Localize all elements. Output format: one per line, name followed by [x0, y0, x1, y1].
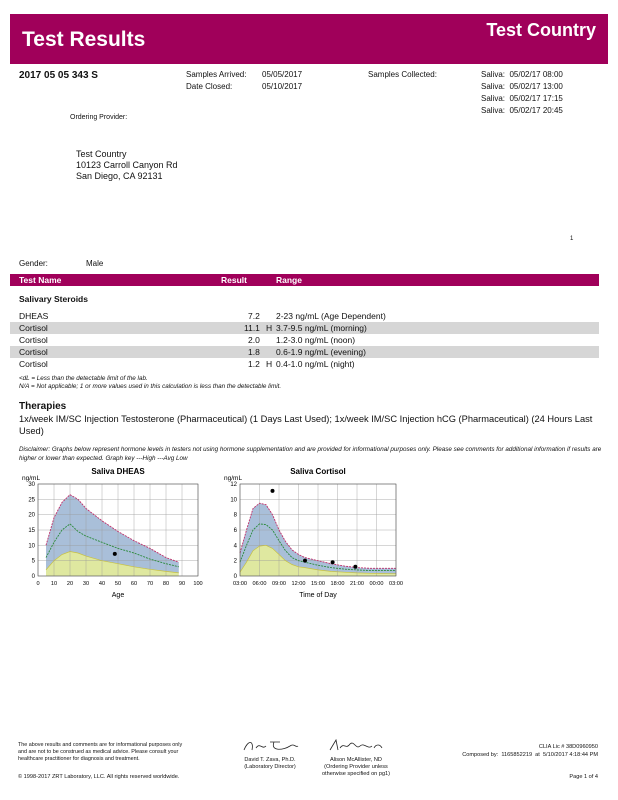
y-tick-label: 25 — [28, 497, 35, 504]
chart-title: Saliva Cortisol — [290, 467, 346, 476]
table-row — [10, 358, 599, 370]
footer-copyright: © 1998-2017 ZRT Laboratory, LLC. All rights reserved worldwide. — [18, 774, 180, 780]
data-point — [331, 560, 335, 564]
table-row — [10, 346, 599, 358]
table-row — [10, 334, 599, 346]
collected-line: Saliva: 05/02/17 08:00 — [481, 70, 563, 79]
test-name: DHEAS — [19, 311, 49, 321]
table-section-title: Salivary Steroids — [19, 294, 88, 304]
provider-signature — [326, 738, 386, 754]
test-result: 2.0 — [248, 335, 260, 345]
test-range: 1.2-3.0 ng/mL (noon) — [276, 335, 356, 345]
x-tick-label: 12:00 — [291, 581, 306, 587]
data-point — [271, 489, 275, 493]
y-tick-label: 15 — [28, 528, 35, 534]
chart-saliva-dheas — [20, 466, 210, 606]
director-role: (Laboratory Director) — [244, 764, 296, 770]
x-tick-label: 70 — [146, 581, 154, 587]
chart-saliva-cortisol — [222, 466, 404, 606]
y-tick-label: 6 — [233, 528, 237, 534]
clia-license: CLIA Lic # 38D0960950 — [538, 744, 598, 750]
y-tick-label: 0 — [31, 574, 35, 580]
x-tick-label: 18:00 — [330, 581, 345, 587]
test-name: Cortisol — [19, 359, 48, 369]
y-tick-label: 30 — [28, 482, 35, 488]
x-tick-label: 30 — [82, 581, 90, 587]
provider-sig-role: (Ordering Provider unless — [324, 764, 388, 770]
x-tick-label: 00:00 — [369, 581, 384, 587]
x-tick-label: 03:00 — [389, 581, 403, 587]
gender-value: Male — [86, 259, 104, 268]
table-note: <dL = Less than the detectable limit of the lab. — [19, 375, 148, 382]
y-tick-label: 20 — [28, 512, 35, 519]
therapies-text: 1x/week IM/SC Injection Testosterone (Pharmaceutical) (1 Days Last Used); 1x/week IM/SC Injection hCG (Pharmaceutical) (24 Hours Last Used) — [19, 414, 593, 436]
provider-sig-name: Alison McAllister, ND — [330, 757, 382, 763]
provider-address-line: 10123 Carroll Canyon Rd — [76, 160, 178, 170]
collected-line: Saliva: 05/02/17 20:45 — [481, 106, 563, 115]
x-tick-label: 10 — [50, 581, 58, 587]
test-result: 1.8 — [248, 347, 260, 357]
x-tick-label: 50 — [114, 581, 122, 587]
chart-x-label: Age — [111, 592, 125, 599]
provider-address-line: San Diego, CA 92131 — [76, 171, 163, 181]
samples-arrived-label: Samples Arrived: — [186, 70, 247, 79]
report-title: Test Results — [22, 28, 146, 51]
y-tick-label: 5 — [31, 558, 35, 565]
chart-title: Saliva DHEAS — [91, 467, 145, 476]
x-tick-label: 03:00 — [233, 581, 247, 587]
x-tick-label: 100 — [193, 581, 203, 587]
footer-legal — [18, 742, 182, 763]
test-flag: H — [266, 359, 273, 369]
test-result: 11.1 — [244, 323, 260, 333]
col-range: Range — [276, 275, 302, 285]
collected-line: Saliva: 05/02/17 13:00 — [481, 82, 563, 91]
test-range: 2-23 ng/mL (Age Dependent) — [276, 311, 386, 321]
director-block — [238, 757, 302, 771]
chart-y-label: ng/mL — [22, 475, 41, 482]
report-id: 2017 05 05 343 S — [19, 70, 98, 81]
data-point — [113, 552, 117, 556]
x-tick-label: 80 — [162, 581, 170, 587]
page-number: Page 1 of 4 — [569, 774, 598, 780]
x-tick-label: 06:00 — [252, 581, 267, 587]
y-tick-label: 0 — [233, 574, 237, 580]
footer-legal-line: and are not to be construed as medical advice. Please consult your — [18, 749, 179, 755]
y-tick-label: 2 — [233, 558, 237, 565]
test-range: 0.4-1.0 ng/mL (night) — [276, 359, 355, 369]
test-result: 1.2 — [248, 359, 260, 369]
test-name: Cortisol — [19, 347, 48, 357]
date-closed-label: Date Closed: — [186, 82, 233, 91]
test-flag: H — [266, 323, 273, 333]
director-signature — [240, 738, 300, 754]
header-country: Test Country — [486, 20, 596, 40]
composed-by: Composed by: 1165852219 at 5/10/2017 4:18:44 PM — [462, 752, 598, 758]
chart-x-label: Time of Day — [299, 592, 337, 599]
x-tick-label: 09:00 — [272, 581, 286, 587]
test-range: 0.6-1.9 ng/mL (evening) — [276, 347, 366, 357]
samples-collected-label: Samples Collected: — [368, 70, 437, 79]
chart-y-label: ng/mL — [224, 475, 243, 482]
footer-legal-line: The above results and comments are for informational purposes only — [18, 742, 183, 748]
provider-address-line: Test Country — [76, 149, 127, 159]
gender-label: Gender: — [19, 259, 48, 268]
director-name: David T. Zava, Ph.D. — [244, 757, 296, 763]
x-tick-label: 15:00 — [311, 581, 325, 587]
test-name: Cortisol — [19, 323, 48, 333]
data-point — [303, 559, 307, 563]
collected-line: Saliva: 05/02/17 17:15 — [481, 94, 563, 103]
table-row — [10, 322, 599, 334]
table-row — [10, 310, 599, 322]
footer-legal-line: healthcare practitioner for diagnosis and treatment. — [18, 756, 140, 762]
data-point — [353, 565, 357, 569]
test-result: 7.2 — [248, 311, 260, 321]
table-header — [10, 274, 599, 286]
samples-arrived-value: 05/05/2017 — [262, 70, 303, 79]
ordering-provider-label: Ordering Provider: — [70, 114, 128, 121]
x-tick-label: 20 — [66, 581, 74, 587]
y-tick-label: 10 — [230, 497, 237, 504]
x-tick-label: 40 — [98, 581, 106, 587]
col-test-name: Test Name — [19, 275, 62, 285]
y-tick-label: 10 — [28, 543, 35, 550]
disclaimer: Disclaimer: Graphs below represent hormone levels in testers not using hormone supplementation and are provided for informational purposes only. Please see comments for additional information if results are higher or lower than expected. Graph key ---High ---Avg Low — [19, 446, 602, 462]
col-result: Result — [221, 275, 247, 285]
test-range: 3.7-9.5 ng/mL (morning) — [276, 323, 367, 333]
x-tick-label: 21:00 — [350, 581, 364, 587]
therapies-title: Therapies — [19, 401, 67, 412]
provider-block — [312, 757, 400, 778]
x-tick-label: 60 — [130, 581, 138, 587]
y-tick-label: 12 — [230, 482, 237, 488]
page-mark: 1 — [570, 236, 574, 242]
table-note: N/A = Not applicable; 1 or more values used in this calculation is less than the detectable limit. — [19, 383, 282, 390]
test-name: Cortisol — [19, 335, 48, 345]
date-closed-value: 05/10/2017 — [262, 82, 303, 91]
y-tick-label: 4 — [233, 543, 237, 550]
y-tick-label: 8 — [233, 512, 237, 519]
x-tick-label: 0 — [36, 581, 40, 587]
x-tick-label: 90 — [178, 581, 186, 587]
report-header — [10, 14, 608, 64]
provider-sig-role: otherwise specified on pg1) — [321, 771, 391, 777]
